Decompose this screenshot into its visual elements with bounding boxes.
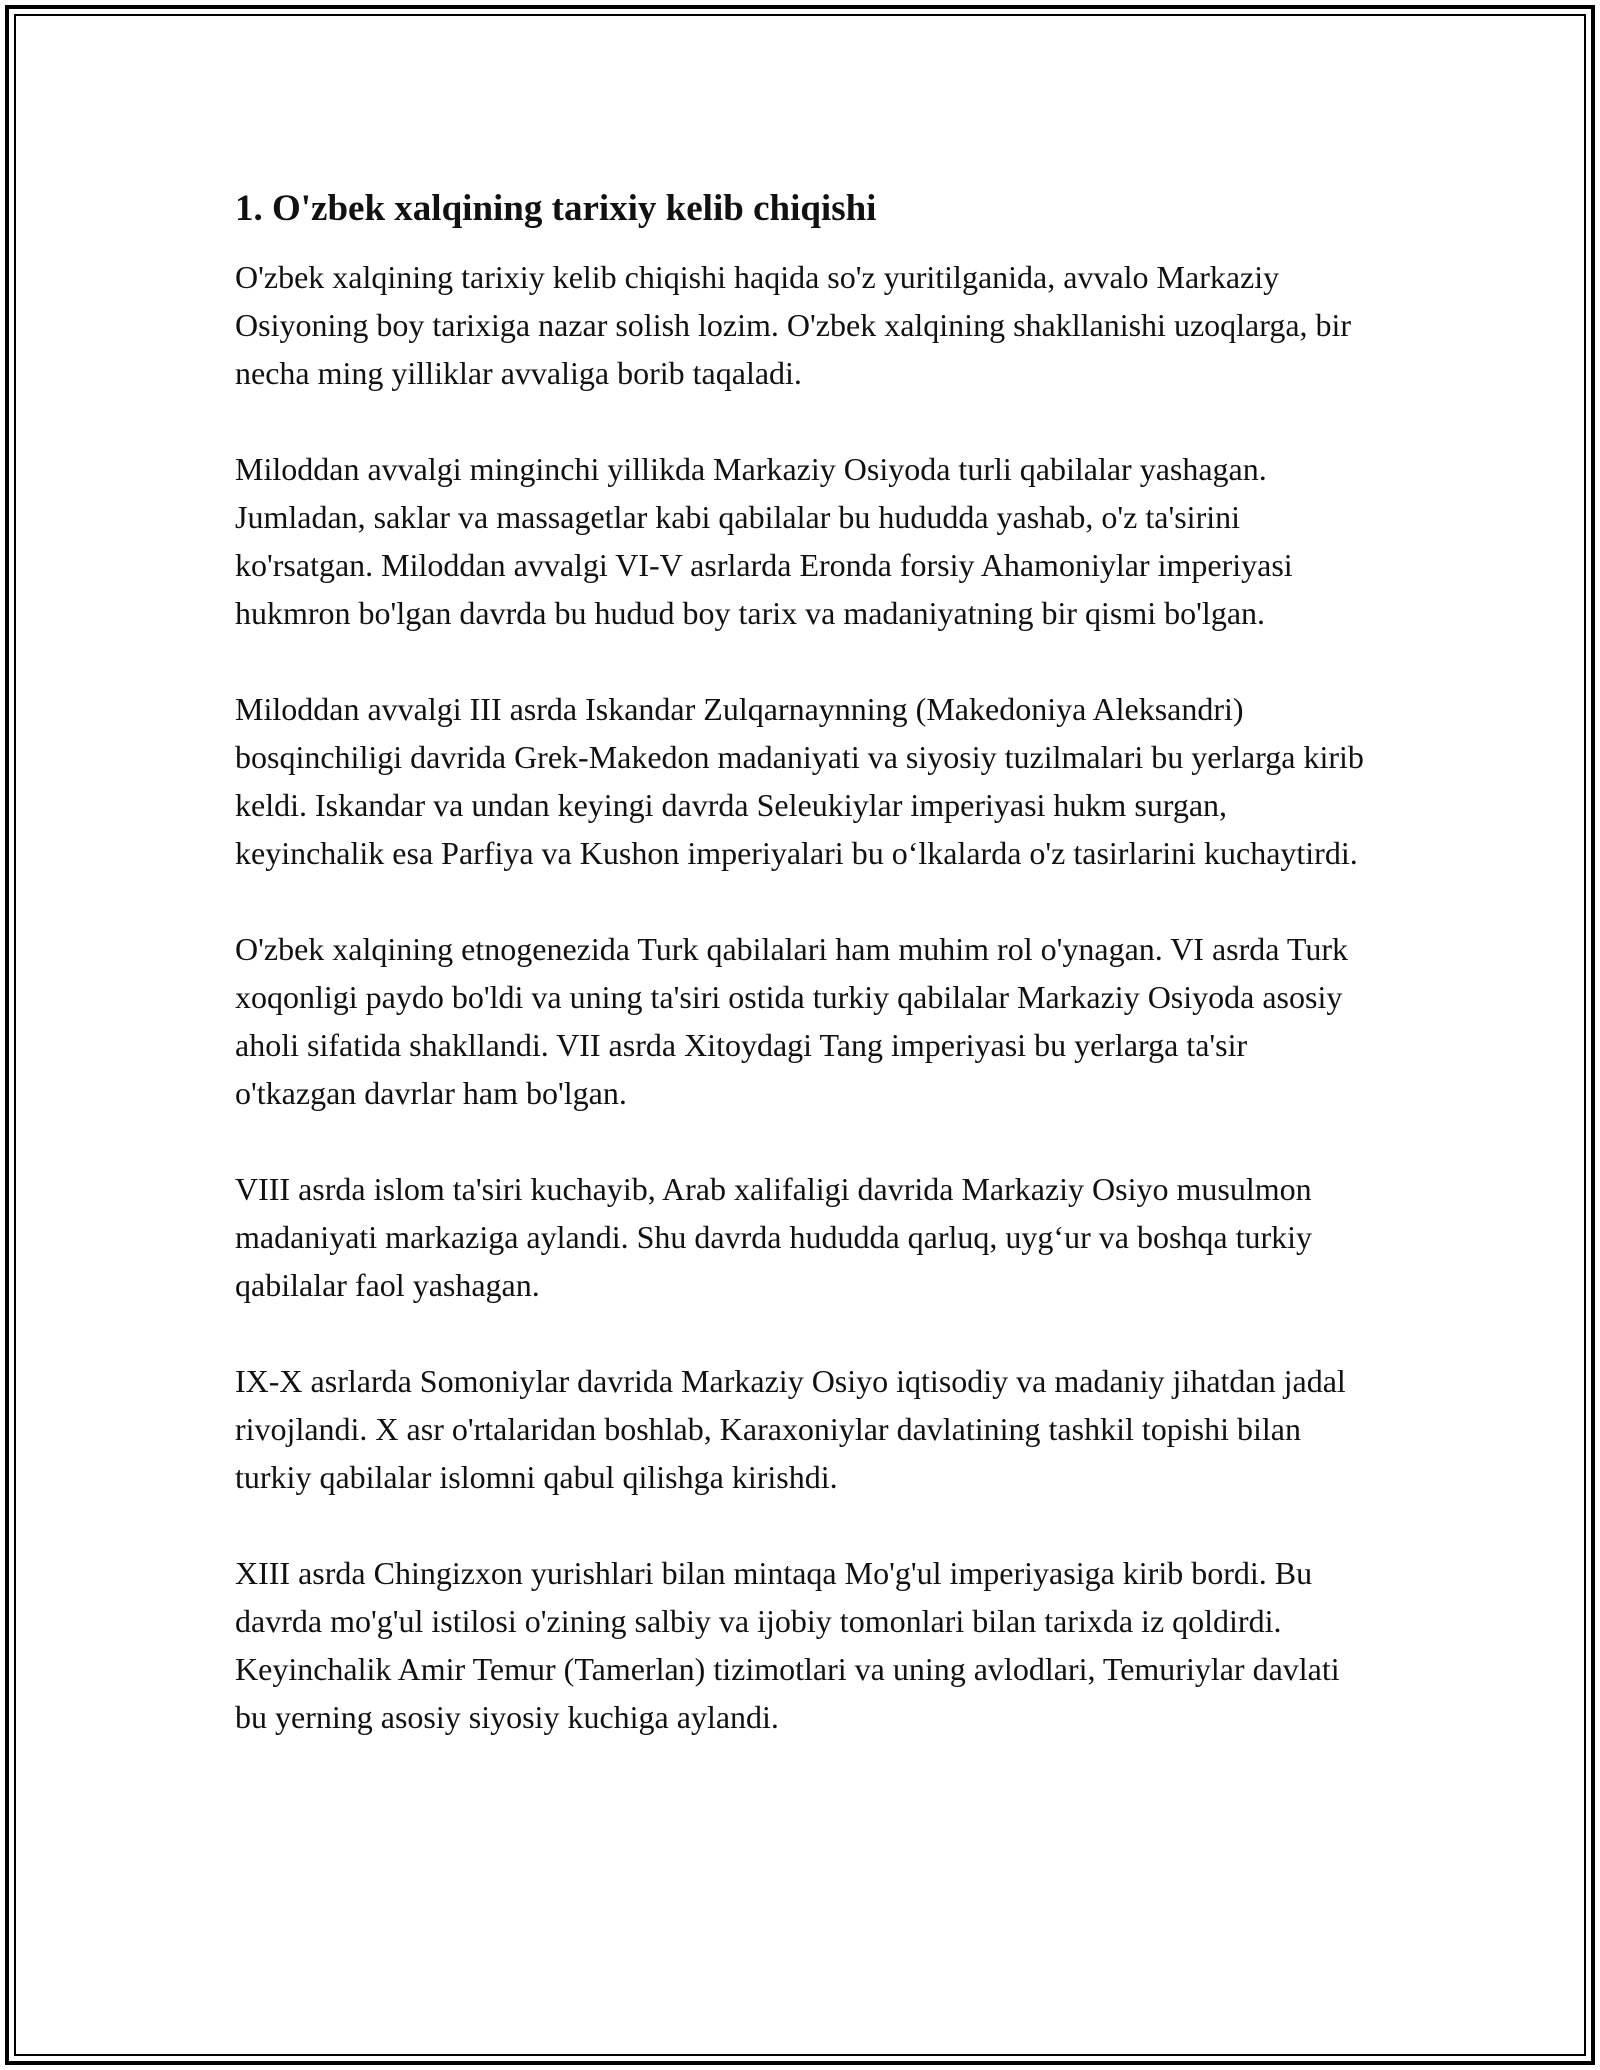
paragraph-7: XIII asrda Chingizxon yurishlari bilan mintaqa Mo'g'ul imperiyasiga kirib bordi. Bu davrda mo'g'ul istilosi o'zining salbiy va ijobiy tomonlari bilan tarixda iz qoldirdi. Keyinchalik Amir Temur (Tamerlan) tizimotlari va uning avlodlari, Temuriylar davlati bu yerning asosiy siyosiy kuchiga aylandi.	[235, 1555, 1340, 1735]
paragraph-2: Miloddan avvalgi minginchi yillikda Markaziy Osiyoda turli qabilalar yashagan. Jumladan, saklar va massagetlar kabi qabilalar bu hududda yashab, o'z ta'sirini ko'rsatgan. Miloddan avvalgi VI-V asrlarda Eronda forsiy Ahamoniylar imperiyasi hukmron bo'lgan davrda bu hudud boy tarix va madaniyatning bir qismi bo'lgan.	[235, 451, 1293, 631]
paragraph-4: O'zbek xalqining etnogenezida Turk qabilalari ham muhim rol o'ynagan. VI asrda Turk xoqonligi paydo bo'ldi va uning ta'siri ostida turkiy qabilalar Markaziy Osiyoda asosiy aholi sifatida shakllandi. VII asrda Xitoydagi Tang imperiyasi bu yerlarga ta'sir o'tkazgan davrlar ham bo'lgan.	[235, 931, 1348, 1111]
document-title: 1. O'zbek xalqining tarixiy kelib chiqishi	[235, 188, 877, 229]
document-body	[235, 185, 1375, 1789]
paragraph-6: IX-X asrlarda Somoniylar davrida Markaziy Osiyo iqtisodiy va madaniy jihatdan jadal rivojlandi. X asr o'rtalaridan boshlab, Karaxoniylar davlatining tashkil topishi bilan turkiy qabilalar islomni qabul qilishga kirishdi.	[235, 1363, 1346, 1495]
paragraph-5: VIII asrda islom ta'siri kuchayib, Arab xalifaligi davrida Markaziy Osiyo musulmon madaniyati markaziga aylandi. Shu davrda hududda qarluq, uyg‘ur va boshqa turkiy qabilalar faol yashagan.	[235, 1171, 1313, 1303]
paragraph-3: Miloddan avvalgi III asrda Iskandar Zulqarnaynning (Makedoniya Aleksandri) bosqinchiligi davrida Grek-Makedon madaniyati va siyosiy tuzilmalari bu yerlarga kirib keldi. Iskandar va undan keyingi davrda Seleukiylar imperiyasi hukm surgan, keyinchalik esa Parfiya va Kushon imperiyalari bu o‘lkalarda o'z tasirlarini kuchaytirdi.	[235, 691, 1364, 871]
paragraph-1: O'zbek xalqining tarixiy kelib chiqishi haqida so'z yuritilganida, avvalo Markaziy Osiyoning boy tarixiga nazar solish lozim. O'zbek xalqining shakllanishi uzoqlarga, bir necha ming yilliklar avvaliga borib taqaladi.	[235, 259, 1352, 391]
